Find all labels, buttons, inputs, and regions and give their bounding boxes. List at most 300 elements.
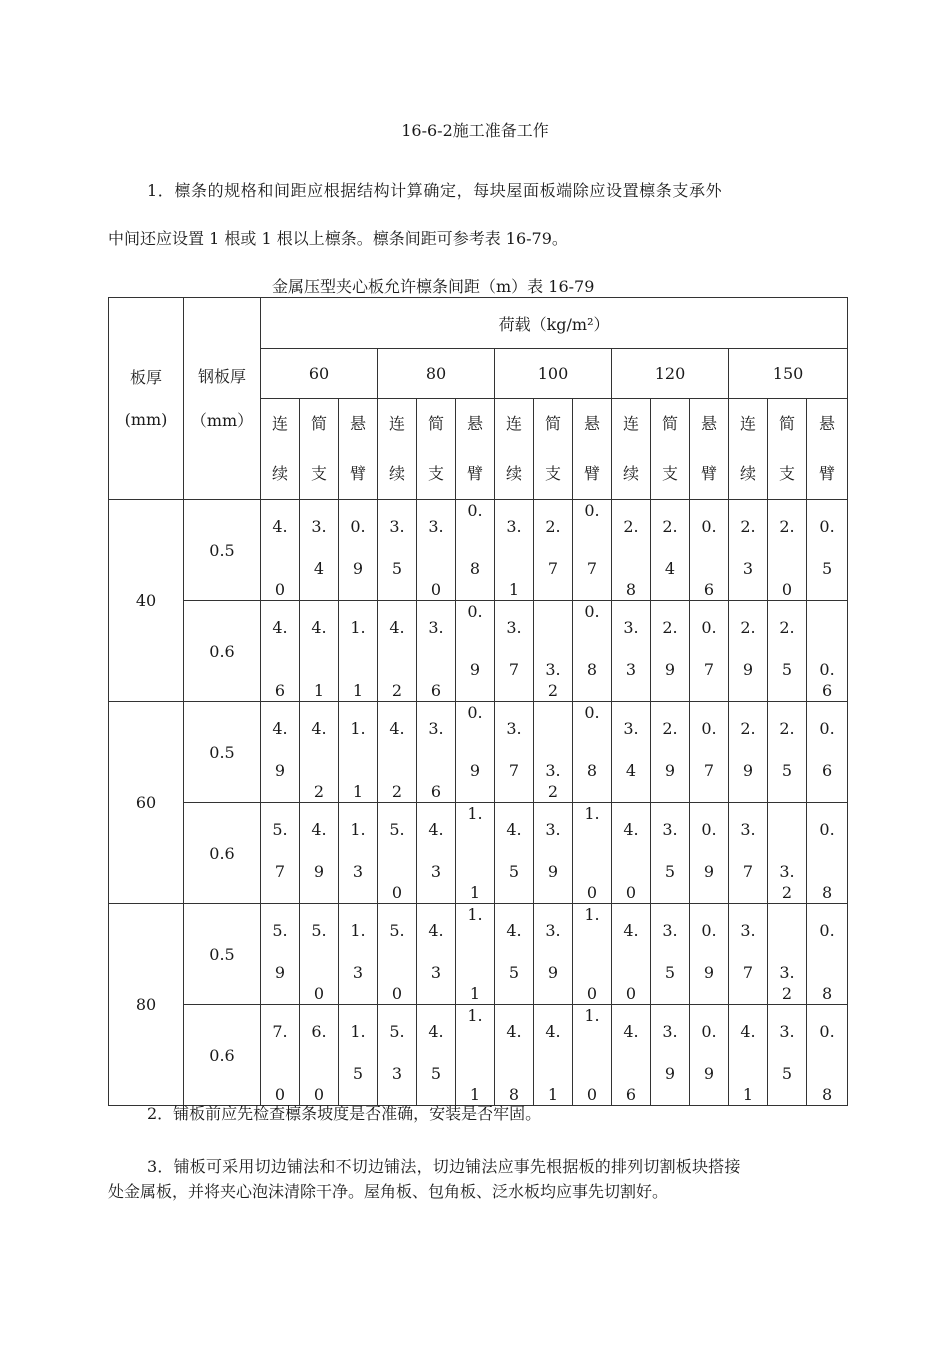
spacing-value	[417, 904, 455, 1004]
spacing-value-frac: 2	[391, 681, 403, 700]
spacing-value-int: 0.	[819, 1022, 835, 1041]
spacing-value-frac: 3	[391, 1064, 403, 1083]
spacing-value-cell	[612, 500, 651, 601]
spacing-value	[339, 601, 377, 701]
table-row	[109, 803, 848, 904]
steel-thickness-cell: 0.5	[184, 904, 261, 1005]
spacing-value	[456, 1005, 494, 1105]
spacing-value	[417, 601, 455, 701]
spacing-value	[651, 702, 689, 802]
spacing-value	[456, 702, 494, 802]
spacing-value-int: 1.	[467, 804, 483, 823]
spacing-value-int: 2.	[740, 719, 756, 738]
spacing-value	[690, 702, 728, 802]
header-row-load	[109, 298, 848, 349]
spacing-value	[261, 601, 299, 701]
spacing-value	[573, 702, 611, 802]
spacing-value-cell	[651, 702, 690, 803]
spacing-value-frac: 9	[352, 559, 364, 578]
spacing-value-cell	[378, 601, 417, 702]
spacing-value-cell	[690, 803, 729, 904]
support-type-char: 臂	[819, 464, 836, 483]
support-type-header	[807, 399, 848, 500]
spacing-value	[261, 702, 299, 802]
load-value-100: 100	[495, 349, 612, 399]
spacing-value	[261, 803, 299, 903]
table-caption: 金属压型夹心板允许檩条间距（m）表 16-79	[272, 277, 595, 296]
support-type-char: 续	[739, 464, 756, 483]
spacing-value	[729, 1005, 767, 1105]
spacing-value-frac: 5	[781, 1064, 793, 1083]
spacing-value-cell	[573, 702, 612, 803]
spacing-value-frac: 1	[352, 681, 364, 700]
spacing-value-cell	[534, 500, 573, 601]
spacing-value	[456, 904, 494, 1004]
spacing-value-frac: 7	[742, 963, 754, 982]
spacing-value-cell	[456, 601, 495, 702]
spacing-value-int: 2.	[740, 517, 756, 536]
spacing-value-int: 4.	[272, 719, 288, 738]
spacing-value-int: 2.	[662, 719, 678, 738]
spacing-value-cell	[417, 702, 456, 803]
steel-thickness-cell: 0.5	[184, 500, 261, 601]
spacing-value	[339, 1005, 377, 1105]
spacing-value	[768, 803, 806, 903]
spacing-value-frac: 0	[274, 580, 286, 599]
spacing-value-cell	[300, 500, 339, 601]
spacing-value-frac: 8	[821, 984, 833, 1003]
spacing-value-int: 3.	[779, 1022, 795, 1041]
spacing-value-int: 1.	[467, 905, 483, 924]
support-type-char: 臂	[466, 464, 483, 483]
support-type-char: 悬	[583, 414, 600, 433]
support-type-char: 续	[622, 464, 639, 483]
spacing-value	[807, 904, 847, 1004]
support-type-char: 悬	[819, 414, 836, 433]
spacing-value-frac: 4	[625, 761, 637, 780]
spacing-value	[729, 702, 767, 802]
spacing-value-int: 3.	[779, 963, 795, 982]
spacing-value-cell	[534, 904, 573, 1005]
table-row	[109, 1005, 848, 1106]
spacing-value-int: 4.	[623, 820, 639, 839]
spacing-value	[534, 601, 572, 701]
spacing-value-frac: 9	[469, 761, 481, 780]
spacing-value-frac: 5	[664, 963, 676, 982]
spacing-value-frac: 0	[625, 984, 637, 1003]
spacing-value-frac: 1	[508, 580, 520, 599]
spacing-value-frac: 2	[781, 984, 793, 1003]
spacing-value-frac: 2	[313, 782, 325, 801]
spacing-value	[339, 702, 377, 802]
spacing-value-cell	[300, 601, 339, 702]
support-type-char: 简	[778, 414, 795, 433]
spacing-value-frac: 6	[821, 761, 833, 780]
spacing-value	[612, 1005, 650, 1105]
support-type-header	[612, 399, 651, 500]
spacing-value-int: 3.	[545, 820, 561, 839]
spacing-value-frac: 0	[313, 984, 325, 1003]
support-type-char: 臂	[349, 464, 366, 483]
spacing-value-frac: 2	[547, 782, 559, 801]
spacing-value-int: 2.	[779, 618, 795, 637]
spacing-value-cell	[261, 601, 300, 702]
steel-thickness-header-text: 钢板厚	[197, 366, 246, 386]
spacing-value-int: 3.	[311, 517, 327, 536]
support-type-header	[573, 399, 612, 500]
spacing-value-cell	[495, 500, 534, 601]
spacing-value-int: 0.	[701, 618, 717, 637]
spacing-value-int: 4.	[428, 820, 444, 839]
spacing-value-frac: 9	[742, 761, 754, 780]
spacing-value-cell	[612, 1005, 651, 1106]
spacing-value-frac: 7	[586, 559, 598, 578]
spacing-value-frac: 5	[508, 963, 520, 982]
board-thickness-cell: 40	[109, 500, 184, 702]
spacing-value-int: 4.	[389, 719, 405, 738]
spacing-value-cell	[573, 1005, 612, 1106]
spacing-value-cell	[768, 803, 807, 904]
spacing-value-frac: 8	[821, 1085, 833, 1104]
spacing-value-frac: 4	[313, 559, 325, 578]
spacing-value-frac: 7	[703, 761, 715, 780]
spacing-value-int: 0.	[701, 517, 717, 536]
support-type-char: 连	[505, 414, 522, 433]
spacing-value-cell	[495, 803, 534, 904]
spacing-value	[690, 1005, 728, 1105]
spacing-value-cell	[417, 601, 456, 702]
board-thickness-cell: 60	[109, 702, 184, 904]
spacing-value-frac: 0	[430, 580, 442, 599]
spacing-value-cell	[651, 601, 690, 702]
spacing-value-frac: 0	[586, 883, 598, 902]
spacing-value-cell	[690, 1005, 729, 1106]
paragraph-1-line-1: 1．檩条的规格和间距应根据结构计算确定，每块屋面板端除应设置檩条支承外	[147, 181, 723, 200]
support-type-header	[534, 399, 573, 500]
spacing-value-int: 3.	[506, 618, 522, 637]
spacing-value-int: 4.	[623, 921, 639, 940]
spacing-value-cell	[534, 803, 573, 904]
spacing-value-cell	[651, 1005, 690, 1106]
spacing-value-cell	[690, 601, 729, 702]
spacing-value-cell	[417, 1005, 456, 1106]
spacing-value-int: 3.	[623, 719, 639, 738]
spacing-value	[495, 1005, 533, 1105]
spacing-value	[768, 1005, 806, 1105]
spacing-value-int: 0.	[467, 602, 483, 621]
spacing-value-frac: 5	[352, 1064, 364, 1083]
spacing-value-frac: 0	[625, 883, 637, 902]
spacing-value	[300, 500, 338, 600]
spacing-value-cell	[729, 1005, 768, 1106]
spacing-value	[417, 500, 455, 600]
spacing-value	[534, 904, 572, 1004]
spacing-value-int: 2.	[545, 517, 561, 536]
spacing-value-frac: 1	[469, 1085, 481, 1104]
spacing-value-frac: 3	[742, 559, 754, 578]
spacing-value	[417, 702, 455, 802]
spacing-value	[729, 803, 767, 903]
spacing-value-cell	[495, 1005, 534, 1106]
spacing-value	[495, 702, 533, 802]
spacing-value-int: 0.	[701, 820, 717, 839]
spacing-value-int: 4.	[740, 1022, 756, 1041]
support-type-char: 简	[544, 414, 561, 433]
spacing-value	[807, 1005, 847, 1105]
load-header: 荷载（kg/m²）	[261, 298, 848, 349]
spacing-value-frac: 0	[391, 984, 403, 1003]
spacing-value-int: 3.	[740, 921, 756, 940]
support-type-header	[495, 399, 534, 500]
spacing-value-int: 2.	[779, 719, 795, 738]
spacing-value-cell	[768, 1005, 807, 1106]
section-heading: 16-6-2施工准备工作	[401, 121, 549, 140]
spacing-value-cell	[807, 702, 848, 803]
spacing-value-int: 3.	[428, 719, 444, 738]
spacing-value-cell	[573, 904, 612, 1005]
spacing-value-frac: 9	[547, 963, 559, 982]
spacing-value	[651, 601, 689, 701]
spacing-value	[807, 702, 847, 802]
spacing-value-cell	[768, 500, 807, 601]
spacing-value-cell	[573, 803, 612, 904]
spacing-value	[573, 601, 611, 701]
spacing-value-cell	[378, 702, 417, 803]
paragraph-2: 2．铺板前应先检查檩条坡度是否准确，安装是否牢固。	[147, 1104, 542, 1123]
spacing-value-int: 3.	[740, 820, 756, 839]
spacing-value	[807, 803, 847, 903]
spacing-value-cell	[651, 500, 690, 601]
spacing-value-frac: 5	[821, 559, 833, 578]
spacing-value-cell	[378, 500, 417, 601]
spacing-value-cell	[612, 904, 651, 1005]
spacing-value-cell	[729, 904, 768, 1005]
spacing-value	[300, 1005, 338, 1105]
spacing-value-int: 1.	[350, 820, 366, 839]
steel-thickness-header	[184, 298, 261, 500]
spacing-value-int: 4.	[428, 1022, 444, 1041]
spacing-value	[573, 904, 611, 1004]
spacing-value	[807, 500, 847, 600]
spacing-value-int: 4.	[311, 820, 327, 839]
spacing-value-frac: 8	[821, 883, 833, 902]
steel-thickness-cell: 0.6	[184, 803, 261, 904]
support-type-char: 支	[661, 464, 678, 483]
paragraph-1-line-2: 中间还应设置 1 根或 1 根以上檩条。檩条间距可参考表 16-79。	[108, 229, 568, 248]
spacing-value-int: 3.	[545, 660, 561, 679]
spacing-value	[612, 904, 650, 1004]
support-type-header	[300, 399, 339, 500]
spacing-value	[768, 702, 806, 802]
spacing-value-cell	[339, 803, 378, 904]
spacing-value-frac: 8	[469, 559, 481, 578]
spacing-value-frac: 4	[664, 559, 676, 578]
spacing-value	[456, 803, 494, 903]
spacing-value-cell	[456, 1005, 495, 1106]
spacing-value-frac: 9	[703, 862, 715, 881]
spacing-value-cell	[729, 601, 768, 702]
spacing-value-frac: 9	[274, 761, 286, 780]
spacing-value-cell	[261, 904, 300, 1005]
spacing-value-int: 1.	[584, 905, 600, 924]
spacing-value	[456, 500, 494, 600]
spacing-value	[573, 803, 611, 903]
spacing-value-frac: 1	[313, 681, 325, 700]
spacing-value-int: 2.	[662, 517, 678, 536]
spacing-value-int: 4.	[272, 517, 288, 536]
spacing-value	[378, 803, 416, 903]
spacing-value-cell	[339, 500, 378, 601]
spacing-value	[339, 500, 377, 600]
spacing-value	[729, 601, 767, 701]
spacing-value-int: 0.	[701, 719, 717, 738]
spacing-value-frac: 0	[391, 883, 403, 902]
spacing-value-frac: 2	[781, 883, 793, 902]
support-type-char: 简	[427, 414, 444, 433]
spacing-value-cell	[261, 803, 300, 904]
support-type-char: 悬	[349, 414, 366, 433]
spacing-value-cell	[807, 904, 848, 1005]
spacing-value-int: 3.	[506, 517, 522, 536]
spacing-value-cell	[807, 601, 848, 702]
spacing-value-int: 2.	[740, 618, 756, 637]
support-type-char: 连	[388, 414, 405, 433]
spacing-value	[612, 803, 650, 903]
spacing-value	[807, 601, 847, 701]
support-type-char: 悬	[466, 414, 483, 433]
spacing-value	[378, 500, 416, 600]
spacing-value-int: 0.	[350, 517, 366, 536]
spacing-value-cell	[456, 803, 495, 904]
spacing-value-frac: 8	[625, 580, 637, 599]
spacing-value-frac: 6	[430, 782, 442, 801]
spacing-value	[261, 904, 299, 1004]
steel-thickness-header-text: （mm）	[190, 410, 254, 430]
spacing-value-cell	[729, 803, 768, 904]
support-type-char: 简	[661, 414, 678, 433]
support-type-char: 连	[271, 414, 288, 433]
spacing-value-frac: 8	[508, 1085, 520, 1104]
spacing-value-int: 6.	[311, 1022, 327, 1041]
steel-thickness-cell: 0.6	[184, 1005, 261, 1106]
spacing-value-frac: 9	[703, 963, 715, 982]
spacing-value-frac: 9	[469, 660, 481, 679]
spacing-value-cell	[495, 601, 534, 702]
spacing-value-cell	[495, 904, 534, 1005]
spacing-value-frac: 1	[547, 1085, 559, 1104]
spacing-value-frac: 9	[274, 963, 286, 982]
spacing-value-int: 3.	[623, 618, 639, 637]
spacing-value-frac: 6	[274, 681, 286, 700]
spacing-value-cell	[456, 904, 495, 1005]
support-type-char: 续	[271, 464, 288, 483]
spacing-value-cell	[651, 803, 690, 904]
support-type-header	[339, 399, 378, 500]
spacing-value-cell	[339, 702, 378, 803]
spacing-value-cell	[261, 702, 300, 803]
spacing-value-cell	[300, 904, 339, 1005]
support-type-char: 臂	[583, 464, 600, 483]
support-type-header	[456, 399, 495, 500]
spacing-value	[534, 1005, 572, 1105]
spacing-value-cell	[378, 904, 417, 1005]
board-thickness-header-text: 板厚	[129, 367, 162, 387]
spacing-value-cell	[807, 500, 848, 601]
spacing-value-int: 0.	[467, 703, 483, 722]
spacing-value	[378, 1005, 416, 1105]
spacing-value-int: 5.	[389, 820, 405, 839]
spacing-value-cell	[768, 904, 807, 1005]
spacing-value-cell	[378, 803, 417, 904]
spacing-value-frac: 9	[703, 1064, 715, 1083]
spacing-value-int: 1.	[584, 804, 600, 823]
spacing-value-frac: 9	[313, 862, 325, 881]
spacing-value-cell	[261, 500, 300, 601]
support-type-char: 续	[505, 464, 522, 483]
spacing-value-frac: 3	[625, 660, 637, 679]
spacing-value-int: 4.	[506, 1022, 522, 1041]
spacing-value-cell	[690, 702, 729, 803]
spacing-value-cell	[456, 500, 495, 601]
spacing-value-frac: 5	[664, 862, 676, 881]
spacing-value-cell	[261, 1005, 300, 1106]
spacing-value-cell	[300, 1005, 339, 1106]
spacing-value-int: 5.	[272, 921, 288, 940]
spacing-value-frac: 7	[547, 559, 559, 578]
load-value-120: 120	[612, 349, 729, 399]
spacing-value-frac: 2	[391, 782, 403, 801]
spacing-value-int: 3.	[662, 1022, 678, 1041]
spacing-value-cell	[612, 601, 651, 702]
spacing-value	[651, 500, 689, 600]
spacing-value	[495, 601, 533, 701]
support-type-char: 支	[427, 464, 444, 483]
spacing-value-frac: 9	[664, 660, 676, 679]
spacing-value-cell	[456, 702, 495, 803]
support-type-char: 支	[544, 464, 561, 483]
support-type-char: 续	[388, 464, 405, 483]
spacing-value-frac: 0	[586, 984, 598, 1003]
spacing-value-cell	[807, 803, 848, 904]
spacing-value	[534, 500, 572, 600]
spacing-value-cell	[417, 500, 456, 601]
spacing-value-int: 0.	[584, 501, 600, 520]
spacing-value-frac: 1	[469, 883, 481, 902]
spacing-value	[573, 500, 611, 600]
spacing-value-frac: 5	[430, 1064, 442, 1083]
spacing-value-int: 4.	[428, 921, 444, 940]
board-thickness-header	[109, 298, 184, 500]
spacing-value-frac: 9	[547, 862, 559, 881]
support-type-header	[378, 399, 417, 500]
spacing-value	[534, 803, 572, 903]
spacing-value-frac: 7	[703, 660, 715, 679]
spacing-value	[300, 803, 338, 903]
purlin-spacing-table	[108, 297, 848, 1106]
spacing-value-cell	[534, 702, 573, 803]
spacing-value	[690, 500, 728, 600]
table-row	[109, 702, 848, 803]
spacing-value-frac: 7	[274, 862, 286, 881]
spacing-value-int: 0.	[819, 517, 835, 536]
steel-thickness-cell: 0.5	[184, 702, 261, 803]
spacing-value	[651, 803, 689, 903]
spacing-value-cell	[417, 803, 456, 904]
spacing-value-int: 2.	[623, 517, 639, 536]
spacing-value-frac: 3	[352, 862, 364, 881]
spacing-value	[300, 601, 338, 701]
board-thickness-header-text: (mm)	[124, 409, 168, 429]
